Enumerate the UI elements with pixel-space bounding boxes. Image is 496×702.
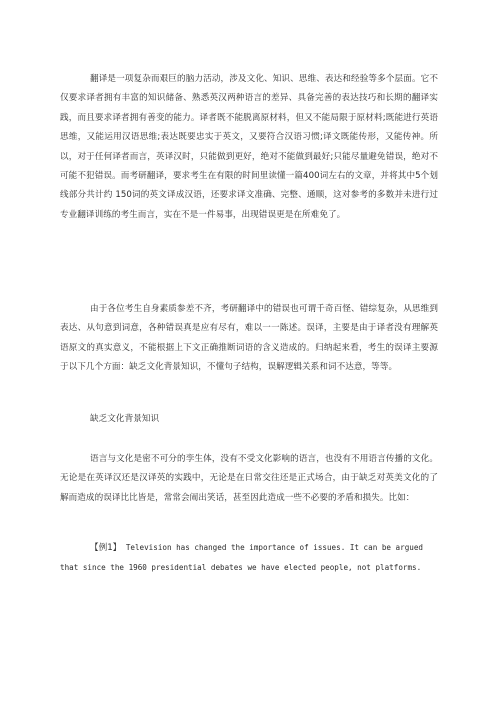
paragraph-language-culture: 语言与文化是密不可分的孪生体，没有不受文化影响的语言，也没有不用语言传播的文化。无论是在英译汉还是汉译英的实践中，无论是在日常交往还是正式场合，由于缺乏对英美文化的了解而造成的误译比比皆是，常常会闹出笑话，甚至因此造成一些不必要的矛盾和损失。比如：: [60, 454, 438, 503]
section-heading: 缺乏文化背景知识: [90, 414, 160, 424]
example-line-2: that since the 1960 presidential debates we have elected people, not platforms.: [60, 563, 422, 572]
example-tag: 【例1】: [90, 543, 122, 553]
paragraph-error-causes: 由于各位考生自身素质参差不齐，考研翻译中的错误也可谓千奇百怪、错综复杂，从思维到表达、从句意到词意，各种错误真是应有尽有，难以一一陈述。误译，主要是由于译者没有理解英语原文的真实意义，不能根据上下文正确推断词语的含义造成的。归纳起来看，考生的误译主要源于以下几个方面：缺乏文化背景知识，不懂句子结构，误解逻辑关系和词不达意，等等。: [60, 304, 438, 373]
paragraph-translation-intro: 翻译是一项复杂而艰巨的脑力活动，涉及文化、知识、思维、表达和经验等多个层面。它不仅要求译者拥有丰富的知识储备、熟悉英汉两种语言的差异、具备完善的表达技巧和长期的翻译实践，而且要求译者拥有善变的能力。译者既不能脱离原材料，但又不能局限于原材料;既能进行英语思维，又能运用汉语思维;表达既要忠实于英文，又要符合汉语习惯;译文既能传形，又能传神。所以，对于任何译者而言，英译汉时，只能做到更好，绝对不能做到最好;只能尽量避免错误，绝对不可能不犯错误。而考研翻译，要求考生在有限的时间里读懂一篇400词左右的文章，并将其中5个划线部分共计约 150词的英文译成汉语，还要求译文准确、完整、通顺，这对参考的多数并未进行过专业翻译训练的考生而言，实在不是一件易事，出现错误更是在所难免了。: [60, 74, 438, 220]
example-1: [60, 538, 450, 577]
example-line-1: Television has changed the importance of issues. It can be argued: [121, 543, 423, 552]
